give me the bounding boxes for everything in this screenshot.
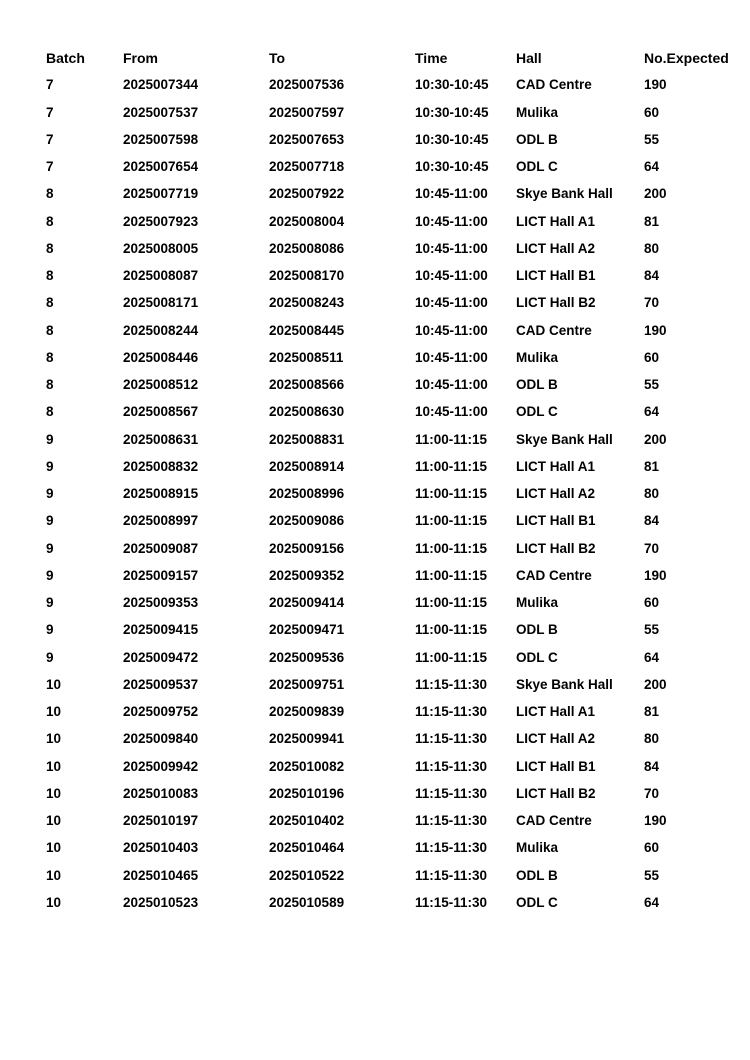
cell-batch: 8 [46,322,54,338]
table-row [46,725,736,752]
cell-from: 2025008567 [123,404,199,420]
cell-from: 2025007537 [123,104,199,120]
cell-hall: LICT Hall B2 [516,785,596,801]
cell-hall: LICT Hall A1 [516,458,596,474]
cell-time: 10:45-11:00 [415,322,488,338]
cell-hall: CAD Centre [516,567,592,583]
table-row [46,289,736,316]
table-row [46,398,736,425]
cell-hall: ODL C [516,894,558,910]
header-no-expected: No.Expected [644,49,729,66]
cell-hall: ODL B [516,622,558,638]
cell-no-expected: 190 [644,77,667,93]
cell-time: 10:45-11:00 [415,377,488,393]
cell-time: 10:45-11:00 [415,404,488,420]
cell-hall: LICT Hall A2 [516,731,596,747]
cell-time: 11:00-11:15 [415,649,488,665]
cell-batch: 9 [46,513,54,529]
cell-batch: 10 [46,840,62,856]
cell-batch: 10 [46,758,62,774]
cell-from: 2025009353 [123,595,199,611]
table-row [46,753,736,780]
table-row [46,535,736,562]
cell-hall: CAD Centre [516,813,592,829]
cell-no-expected: 60 [644,349,660,365]
table-row [46,589,736,616]
cell-to: 2025009536 [269,649,345,665]
table-header [46,44,736,71]
header-batch: Batch [46,49,85,66]
cell-time: 10:45-11:00 [415,186,488,202]
header-to: To [269,49,286,66]
cell-hall: CAD Centre [516,322,592,338]
cell-hall: ODL C [516,159,558,175]
cell-to: 2025009839 [269,704,345,720]
cell-time: 11:15-11:30 [415,758,488,774]
cell-batch: 9 [46,458,54,474]
table-row [46,153,736,180]
cell-time: 11:00-11:15 [415,513,488,529]
cell-to: 2025008445 [269,322,345,338]
cell-time: 11:15-11:30 [415,894,488,910]
cell-from: 2025009472 [123,649,199,665]
table-row [46,562,736,589]
cell-time: 10:30-10:45 [415,104,489,120]
cell-batch: 10 [46,704,62,720]
cell-batch: 8 [46,213,54,229]
cell-from: 2025008512 [123,377,199,393]
cell-no-expected: 84 [644,758,660,774]
cell-from: 2025009537 [123,676,199,692]
cell-from: 2025009752 [123,704,199,720]
cell-to: 2025008566 [269,377,345,393]
cell-no-expected: 64 [644,159,660,175]
cell-from: 2025010523 [123,894,199,910]
cell-to: 2025007922 [269,186,345,202]
table-row [46,453,736,480]
cell-no-expected: 80 [644,731,660,747]
cell-time: 11:15-11:30 [415,704,488,720]
table-row [46,780,736,807]
cell-from: 2025010465 [123,867,199,883]
cell-no-expected: 60 [644,104,660,120]
cell-batch: 8 [46,377,54,393]
cell-hall: Skye Bank Hall [516,431,613,447]
table-row [46,317,736,344]
cell-time: 11:00-11:15 [415,595,488,611]
cell-to: 2025008170 [269,268,345,284]
table-row [46,99,736,126]
cell-time: 10:45-11:00 [415,213,488,229]
cell-time: 11:00-11:15 [415,622,488,638]
cell-to: 2025009471 [269,622,345,638]
table-row [46,371,736,398]
cell-no-expected: 64 [644,894,660,910]
table-row [46,235,736,262]
cell-batch: 9 [46,595,54,611]
cell-to: 2025007653 [269,131,345,147]
cell-from: 2025007654 [123,159,199,175]
cell-batch: 10 [46,676,62,692]
cell-time: 10:45-11:00 [415,240,488,256]
cell-batch: 8 [46,404,54,420]
cell-no-expected: 70 [644,540,660,556]
cell-batch: 8 [46,240,54,256]
cell-time: 11:00-11:15 [415,486,488,502]
cell-to: 2025009156 [269,540,345,556]
table-row [46,262,736,289]
cell-to: 2025010589 [269,894,345,910]
cell-no-expected: 81 [644,213,660,229]
cell-batch: 9 [46,567,54,583]
header-from: From [123,49,158,66]
table-row [46,834,736,861]
cell-hall: Mulika [516,104,559,120]
cell-batch: 9 [46,649,54,665]
cell-hall: LICT Hall A1 [516,213,596,229]
cell-from: 2025007923 [123,213,199,229]
cell-from: 2025008446 [123,349,199,365]
cell-to: 2025010522 [269,867,345,883]
cell-no-expected: 55 [644,131,660,147]
cell-no-expected: 200 [644,186,667,202]
cell-no-expected: 200 [644,676,667,692]
cell-to: 2025010464 [269,840,345,856]
header-row [46,44,736,71]
cell-to: 2025007597 [269,104,345,120]
cell-to: 2025008511 [269,349,344,365]
cell-to: 2025008630 [269,404,345,420]
cell-to: 2025010196 [269,785,345,801]
cell-batch: 10 [46,813,62,829]
table-row [46,698,736,725]
cell-from: 2025009840 [123,731,199,747]
table-row [46,344,736,371]
cell-from: 2025008631 [123,431,199,447]
cell-no-expected: 80 [644,240,660,256]
cell-time: 10:30-10:45 [415,159,489,175]
cell-batch: 8 [46,295,54,311]
cell-no-expected: 81 [644,704,660,720]
table-body [46,71,736,916]
cell-to: 2025009414 [269,595,345,611]
cell-hall: Mulika [516,595,559,611]
cell-hall: ODL B [516,377,558,393]
table-row [46,71,736,98]
cell-to: 2025010082 [269,758,345,774]
cell-hall: Skye Bank Hall [516,186,613,202]
cell-hall: LICT Hall B1 [516,758,596,774]
cell-time: 10:45-11:00 [415,349,488,365]
cell-no-expected: 200 [644,431,667,447]
cell-no-expected: 70 [644,785,660,801]
cell-no-expected: 190 [644,813,667,829]
table-row [46,671,736,698]
cell-from: 2025008832 [123,458,199,474]
cell-hall: Mulika [516,840,559,856]
table-row [46,616,736,643]
cell-batch: 7 [46,77,54,93]
cell-from: 2025008244 [123,322,199,338]
cell-hall: ODL B [516,867,558,883]
cell-time: 11:15-11:30 [415,676,488,692]
cell-time: 10:45-11:00 [415,268,488,284]
cell-time: 10:45-11:00 [415,295,488,311]
cell-from: 2025008087 [123,268,199,284]
cell-time: 11:15-11:30 [415,785,488,801]
cell-hall: ODL C [516,649,558,665]
cell-from: 2025009087 [123,540,199,556]
table-row [46,480,736,507]
cell-from: 2025010083 [123,785,199,801]
cell-hall: Skye Bank Hall [516,676,613,692]
cell-hall: LICT Hall A2 [516,486,596,502]
cell-from: 2025008005 [123,240,199,256]
cell-batch: 7 [46,131,54,147]
cell-to: 2025008086 [269,240,345,256]
cell-hall: CAD Centre [516,77,592,93]
cell-no-expected: 81 [644,458,660,474]
cell-to: 2025008996 [269,486,345,502]
cell-to: 2025009941 [269,731,345,747]
cell-hall: Mulika [516,349,559,365]
cell-batch: 10 [46,731,62,747]
cell-to: 2025007718 [269,159,345,175]
cell-to: 2025009352 [269,567,345,583]
cell-to: 2025007536 [269,77,345,93]
cell-to: 2025008831 [269,431,345,447]
cell-no-expected: 84 [644,268,660,284]
cell-batch: 8 [46,186,54,202]
cell-batch: 8 [46,268,54,284]
cell-to: 2025009751 [269,676,345,692]
cell-batch: 10 [46,785,62,801]
cell-from: 2025010197 [123,813,199,829]
table-row [46,889,736,916]
cell-hall: LICT Hall A1 [516,704,596,720]
cell-hall: ODL B [516,131,558,147]
cell-hall: LICT Hall B1 [516,268,596,284]
cell-batch: 9 [46,622,54,638]
cell-from: 2025010403 [123,840,199,856]
cell-time: 11:00-11:15 [415,458,488,474]
cell-from: 2025009157 [123,567,199,583]
cell-no-expected: 70 [644,295,660,311]
cell-hall: LICT Hall B2 [516,295,596,311]
cell-batch: 7 [46,159,54,175]
cell-batch: 9 [46,540,54,556]
cell-no-expected: 60 [644,595,660,611]
cell-from: 2025007598 [123,131,199,147]
cell-time: 10:30-10:45 [415,131,489,147]
header-hall: Hall [516,49,542,66]
cell-no-expected: 84 [644,513,660,529]
cell-from: 2025009942 [123,758,199,774]
cell-no-expected: 80 [644,486,660,502]
table-row [46,507,736,534]
cell-from: 2025008171 [123,295,199,311]
cell-batch: 8 [46,349,54,365]
cell-to: 2025009086 [269,513,345,529]
cell-no-expected: 60 [644,840,660,856]
cell-time: 11:00-11:15 [415,567,488,583]
cell-time: 11:00-11:15 [415,540,488,556]
cell-to: 2025010402 [269,813,345,829]
table-row [46,180,736,207]
cell-time: 11:00-11:15 [415,431,488,447]
table-row [46,426,736,453]
cell-time: 11:15-11:30 [415,867,488,883]
table-row [46,644,736,671]
cell-to: 2025008243 [269,295,345,311]
cell-batch: 9 [46,431,54,447]
cell-no-expected: 55 [644,377,660,393]
cell-from: 2025007344 [123,77,199,93]
cell-batch: 10 [46,867,62,883]
batch-schedule-table [46,44,736,916]
cell-time: 11:15-11:30 [415,840,488,856]
table-row [46,208,736,235]
cell-no-expected: 190 [644,322,667,338]
cell-no-expected: 55 [644,867,660,883]
cell-to: 2025008004 [269,213,345,229]
cell-hall: LICT Hall B1 [516,513,596,529]
cell-hall: LICT Hall B2 [516,540,596,556]
cell-batch: 7 [46,104,54,120]
cell-no-expected: 64 [644,649,660,665]
table-row [46,807,736,834]
cell-no-expected: 64 [644,404,660,420]
cell-no-expected: 190 [644,567,667,583]
cell-from: 2025009415 [123,622,199,638]
cell-hall: ODL C [516,404,558,420]
cell-to: 2025008914 [269,458,345,474]
table-row [46,862,736,889]
cell-hall: LICT Hall A2 [516,240,596,256]
cell-from: 2025008997 [123,513,199,529]
cell-batch: 10 [46,894,62,910]
cell-time: 11:15-11:30 [415,813,488,829]
cell-no-expected: 55 [644,622,660,638]
header-time: Time [415,49,448,66]
cell-time: 10:30-10:45 [415,77,489,93]
cell-batch: 9 [46,486,54,502]
cell-from: 2025007719 [123,186,199,202]
cell-time: 11:15-11:30 [415,731,488,747]
table-row [46,126,736,153]
cell-from: 2025008915 [123,486,199,502]
